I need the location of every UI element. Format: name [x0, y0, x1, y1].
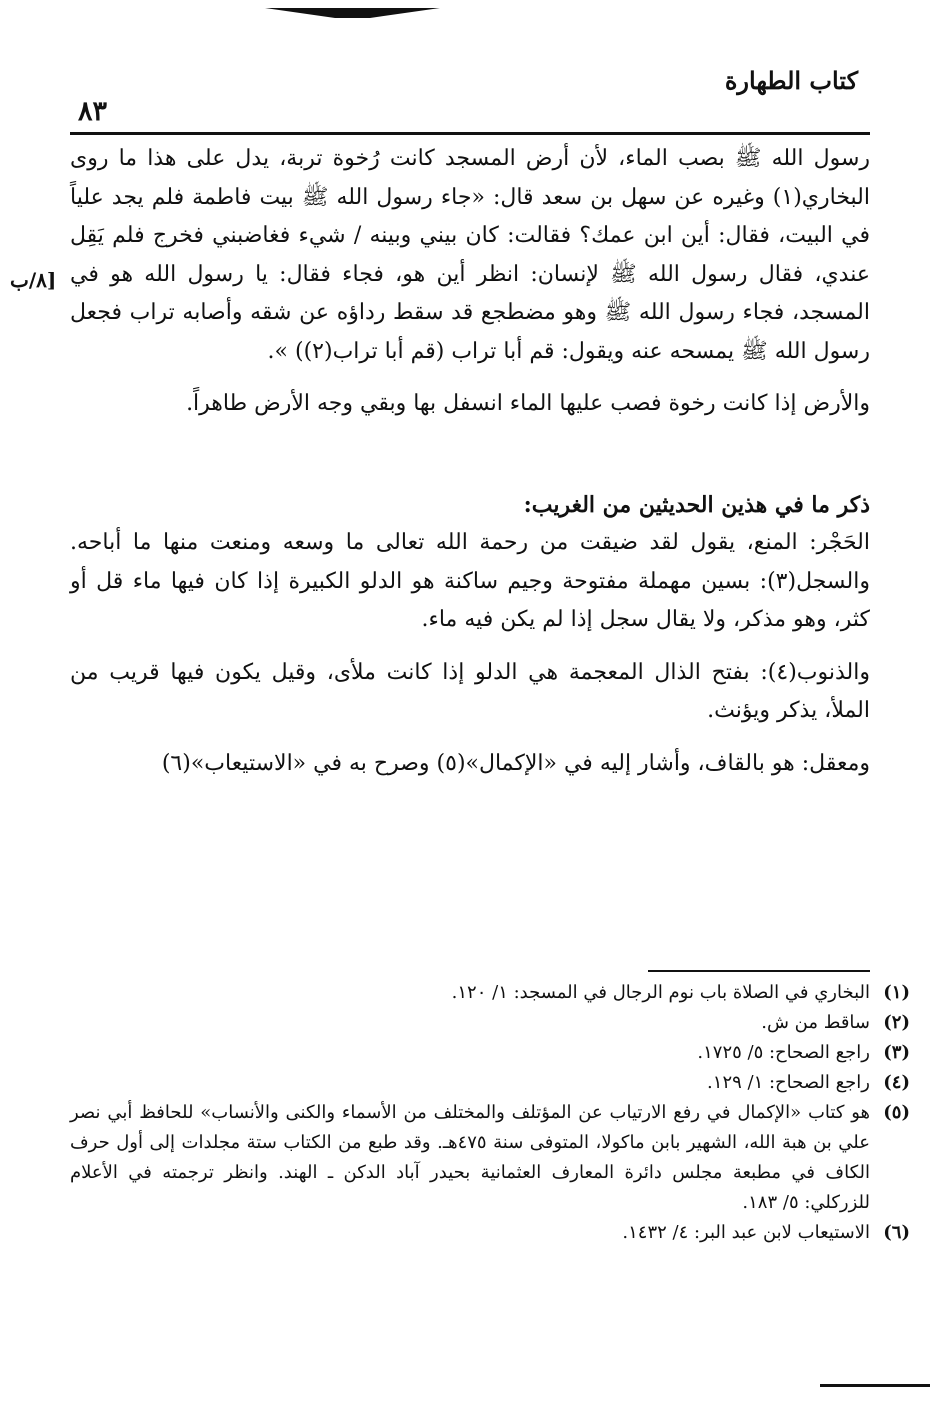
- footnote-text: راجع الصحاح: ١/ ١٢٩.: [707, 1072, 870, 1093]
- paragraph: الحَجْر: المنع، يقول لقد ضيقت من رحمة الله تعالى ما وسعه ومنعت منها ما أباحه. والسجل(٣): بسين مهملة مفتوحة وجيم ساكنة هو الدلو الكبيرة إذا كان فيها ماء قل أو كثر، وهو مذكر، ولا يقال سجل إذا لم يكن فيه ماء.: [70, 530, 870, 632]
- footnote: [70, 978, 910, 1008]
- footnote-rule: [648, 970, 870, 972]
- footnotes: [70, 978, 910, 1248]
- footnote-text: ساقط من ش.: [761, 1012, 870, 1033]
- footnote-text: الاستيعاب لابن عبد البر: ٤/ ١٤٣٢.: [622, 1222, 870, 1243]
- header-rule: [70, 132, 870, 135]
- footnote: [70, 1098, 910, 1218]
- footnote: [70, 1068, 910, 1098]
- footnote-number: (١): [883, 982, 910, 1003]
- footnote-number: (٣): [883, 1042, 910, 1063]
- footnote-number: (٦): [883, 1222, 910, 1243]
- footnote: [70, 1038, 910, 1068]
- footnote: [70, 1008, 910, 1038]
- paragraph: والذنوب(٤): بفتح الذال المعجمة هي الدلو إذا كانت ملأى، وقيل يكون فيها قريب من الملأ، يذكر ويؤنث.: [70, 659, 870, 723]
- footnote: [70, 1218, 910, 1248]
- footnote-text: البخاري في الصلاة باب نوم الرجال في المسجد: ١/ ١٢٠.: [451, 982, 870, 1003]
- footnote-number: (٢): [883, 1012, 910, 1033]
- top-ornament: [265, 8, 440, 18]
- margin-folio-note: [٨/ب: [10, 268, 57, 292]
- section-heading: ذكر ما في هذين الحديثين من الغريب:: [523, 491, 870, 518]
- footnote-text: هو كتاب «الإكمال في رفع الارتياب عن المؤتلف والمختلف من الأسماء والكنى والأنساب» للحافظ أبي نصر علي بن هبة الله، الشهير بابن ماكولا، المتوفى سنة ٤٧٥هـ. وقد طبع من الكتاب ستة مجلدات إلى أول حرف الكاف في مطبعة مجلس دائرة المعارف العثمانية بحيدر آباد الدكن ـ الهند. وانظر ترجمته في الأعلام للزركلي: ٥/ ١٨٣.: [70, 1102, 871, 1213]
- paragraph: ومعقل: هو بالقاف، وأشار إليه في «الإكمال»(٥) وصرح به في «الاستيعاب»(٦): [161, 750, 870, 776]
- running-head: كتاب الطهارة: [724, 66, 858, 95]
- paragraph: رسول الله ﷺ بصب الماء، لأن أرض المسجد كانت رُخوة تربة، يدل على هذا ما روى البخاري(١) وغيره عن سهل بن سعد قال: «جاء رسول الله ﷺ بيت فاطمة فلم يجد علياً في البيت، فقال: أين ابن عمك؟ فقالت: كان بيني وبينه / شيء فغاضبني فخرج فلم يَقِل عندي، فقال رسول الله ﷺ لإنسان: انظر أين هو، فجاء فقال: يا رسول الله هو في المسجد، فجاء رسول الله ﷺ وهو مضطجع قد سقط رداؤه عن شقه وأصابه تراب فجعل رسول الله ﷺ يمسحه عنه ويقول: قم أبا تراب (قم أبا تراب(٢)) ».: [70, 146, 871, 364]
- bottom-edge-mark: [820, 1384, 930, 1387]
- footnote-text: راجع الصحاح: ٥/ ١٧٢٥.: [697, 1042, 870, 1063]
- paragraph: والأرض إذا كانت رخوة فصب عليها الماء انسفل بها وبقي وجه الأرض طاهراً.: [186, 391, 870, 416]
- footnote-number: (٤): [883, 1072, 910, 1093]
- page-number: ٨٣: [78, 96, 108, 127]
- main-text: [70, 140, 870, 783]
- footnote-number: (٥): [883, 1102, 910, 1123]
